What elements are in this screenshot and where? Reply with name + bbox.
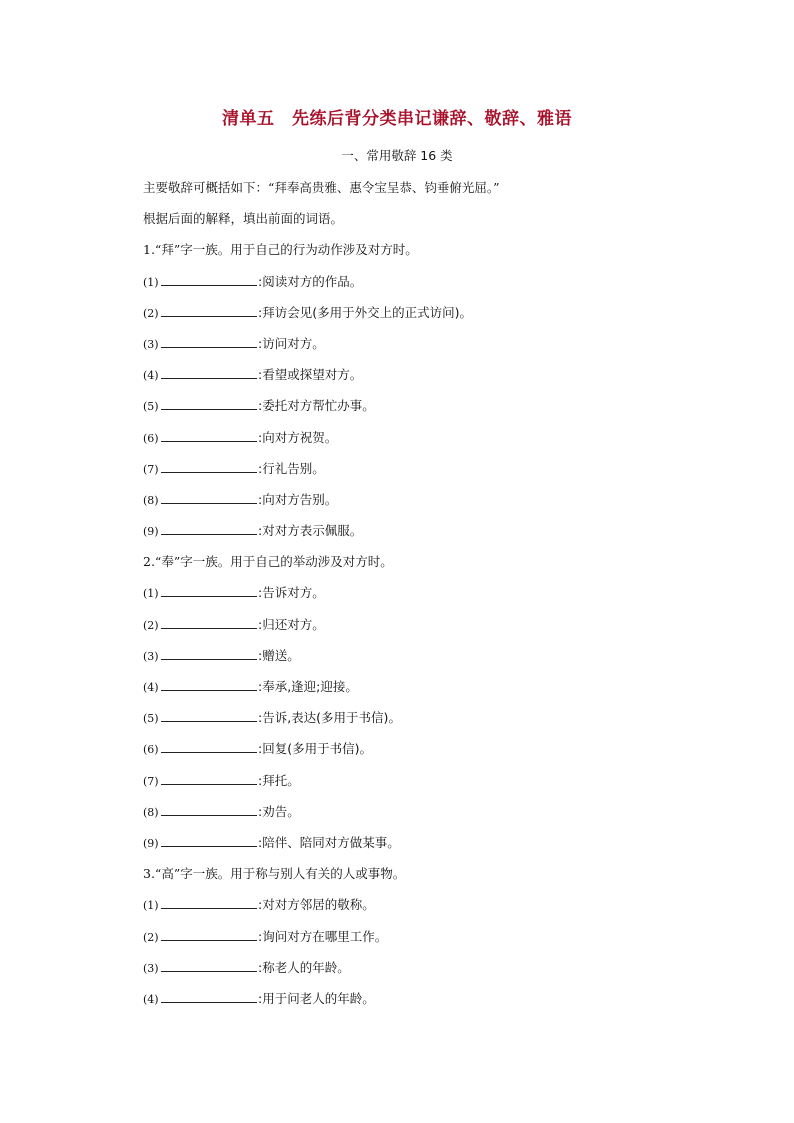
item-number: (1)	[143, 275, 159, 289]
item-description: :访问对方。	[258, 335, 325, 351]
exercise-item	[143, 827, 703, 858]
item-number: (1)	[143, 587, 159, 601]
item-number: (3)	[143, 649, 159, 663]
item-description: :告诉,表达(多用于书信)。	[258, 710, 401, 726]
item-number: (8)	[143, 805, 159, 819]
item-number: (5)	[143, 712, 159, 726]
item-description: :阅读对方的作品。	[258, 273, 363, 289]
fill-blank	[161, 335, 257, 348]
item-description: :询问对方在哪里工作。	[258, 928, 388, 944]
fill-blank	[161, 709, 257, 722]
exercise-item	[143, 359, 703, 390]
item-description: :对对方邻居的敬称。	[258, 897, 375, 913]
fill-blank	[161, 959, 257, 972]
item-number: (6)	[143, 431, 159, 445]
item-description: :赠送。	[258, 647, 300, 663]
item-number: (4)	[143, 681, 159, 694]
exercise-item	[143, 796, 703, 827]
exercise-item	[143, 640, 703, 671]
item-number: (4)	[143, 369, 159, 383]
item-number: (5)	[143, 400, 159, 414]
fill-blank	[161, 896, 257, 909]
fill-blank	[161, 928, 257, 941]
fill-blank	[161, 834, 257, 847]
item-description: :用于问老人的年龄。	[258, 990, 375, 1006]
item-number: (9)	[143, 836, 159, 850]
item-description: :陪伴、陪同对方做某事。	[258, 834, 400, 850]
item-description: :行礼告别。	[258, 460, 325, 476]
fill-blank	[161, 460, 257, 473]
fill-blank	[161, 990, 257, 1003]
item-number: (6)	[143, 743, 159, 757]
exercise-item	[143, 422, 703, 453]
item-number: (3)	[143, 961, 159, 975]
item-number: (2)	[143, 618, 159, 632]
fill-blank	[161, 584, 257, 597]
item-description: :对对方表示佩服。	[258, 523, 363, 539]
fill-blank	[161, 616, 257, 629]
exercise-item	[143, 577, 703, 608]
fill-blank	[161, 803, 257, 816]
item-description: :劝告。	[258, 803, 300, 819]
exercise-content	[143, 172, 703, 1014]
fill-blank	[161, 397, 257, 410]
exercise-item	[143, 297, 703, 328]
exercise-item	[143, 765, 703, 796]
fill-blank	[161, 429, 257, 442]
item-description: :委托对方帮忙办事。	[258, 398, 375, 414]
page-title: 清单五 先练后背分类串记谦辞、敬辞、雅语	[222, 109, 572, 129]
fill-blank	[161, 366, 257, 379]
exercise-item	[143, 702, 703, 733]
exercise-item	[143, 921, 703, 952]
item-description: :向对方祝贺。	[258, 429, 338, 445]
item-number: (2)	[143, 306, 159, 320]
item-number: (8)	[143, 493, 159, 507]
exercise-item	[143, 328, 703, 359]
item-description: :归还对方。	[258, 616, 325, 632]
fill-blank	[161, 304, 257, 317]
exercise-item	[143, 889, 703, 920]
exercise-item	[143, 515, 703, 546]
item-description: :回复(多用于书信)。	[258, 741, 372, 757]
item-number: (9)	[143, 525, 159, 539]
exercise-item	[143, 952, 703, 983]
group-heading: 2.“奉”字一族。用于自己的举动涉及对方时。	[143, 554, 393, 570]
item-number: (2)	[143, 930, 159, 944]
exercise-item	[143, 983, 703, 1014]
exercise-item	[143, 671, 703, 702]
item-description: :看望或探望对方。	[258, 367, 363, 383]
exercise-item	[143, 733, 703, 764]
fill-blank	[161, 678, 257, 691]
group-heading: 1.“拜”字一族。用于自己的行为动作涉及对方时。	[143, 242, 418, 258]
exercise-item	[143, 609, 703, 640]
item-description: :奉承,逢迎;迎接。	[258, 679, 358, 694]
fill-blank	[161, 772, 257, 785]
item-number: (7)	[143, 462, 159, 476]
item-description: :向对方告别。	[258, 491, 338, 507]
exercise-item	[143, 390, 703, 421]
item-description: :称老人的年龄。	[258, 959, 350, 975]
item-description: :告诉对方。	[258, 585, 325, 601]
item-number: (4)	[143, 992, 159, 1006]
fill-blank	[161, 647, 257, 660]
fill-blank	[161, 740, 257, 753]
exercise-item	[143, 266, 703, 297]
intro-summary: 主要敬辞可概括如下：“拜奉高贵雅、惠令宝呈恭、钧垂俯光屈。”	[143, 180, 500, 195]
fill-blank	[161, 522, 257, 535]
item-number: (1)	[143, 899, 159, 913]
item-number: (3)	[143, 337, 159, 351]
item-number: (7)	[143, 774, 159, 788]
item-description: :拜访会见(多用于外交上的正式访问)。	[258, 304, 472, 320]
fill-blank	[161, 273, 257, 286]
exercise-item	[143, 453, 703, 484]
group-heading: 3.“高”字一族。用于称与别人有关的人或事物。	[143, 866, 406, 882]
section-subtitle: 一、常用敬辞 16 类	[341, 148, 453, 163]
intro-instruction: 根据后面的解释，填出前面的词语。	[143, 211, 344, 227]
fill-blank	[161, 491, 257, 504]
exercise-item	[143, 484, 703, 515]
item-description: :拜托。	[258, 772, 300, 788]
